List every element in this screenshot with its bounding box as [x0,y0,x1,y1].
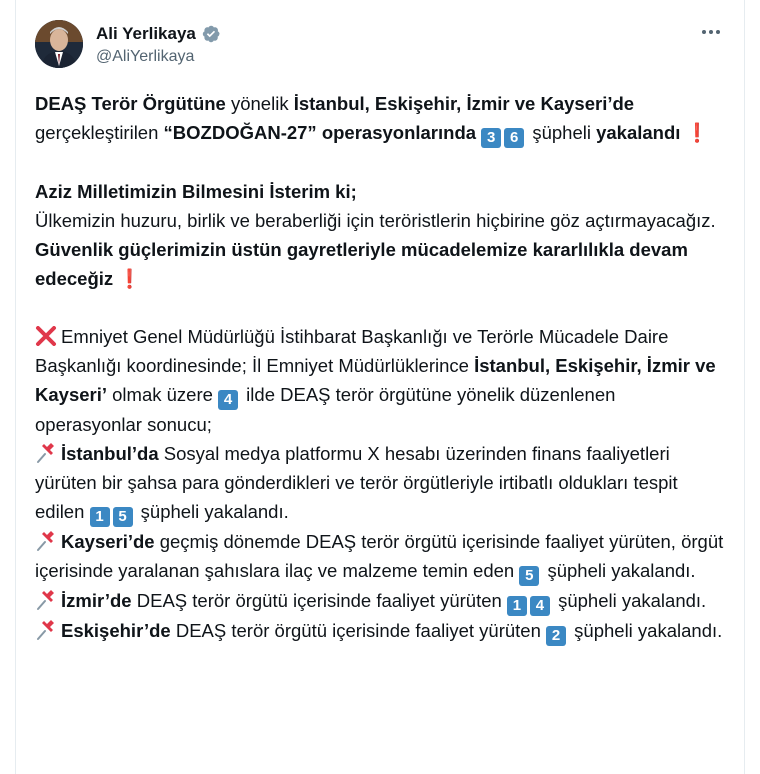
keycap-digit-icon: 2 [546,626,566,646]
red-exclamation-icon: ❗ [118,268,142,289]
paragraph-istanbul: İstanbul’da Sosyal medya platformu X hesabı üzerinden finans faaliyetleri yürüten bir şahsa para gönderdikleri ve terör örgütleriyle irtibatlı oldukları tespit edilen 1 5 şüpheli yakalandı. [35,443,678,525]
pushpin-icon [35,589,59,611]
keycap-digit-icon: 5 [519,566,539,586]
keycap-digit-icon: 6 [504,128,524,148]
tweet-card [15,0,745,774]
keycap-digit-icon: 5 [113,507,133,527]
paragraph-kayseri: Kayseri’de geçmiş dönemde DEAŞ terör örgütü içerisinde faaliyet yürüten, örgüt içerisinde yaralanan şahıslara ilaç ve malzeme temin eden 5 şüpheli yakalandı. [35,531,724,584]
paragraph-operations: Emniyet Genel Müdürlüğü İstihbarat Başkanlığı ve Terörle Mücadele Daire Başkanlığı koordinesinde; İl Emniyet Müdürlüklerince İstanbul, Eskişehir, İzmir ve Kayseri’ olmak üzere 4 ilde DEAŞ terör örgütüne yönelik düzenlenen operasyonlar sonucu; [35,326,716,435]
keycap-digit-icon: 4 [530,596,550,616]
red-exclamation-icon: ❗ [685,122,709,143]
pushpin-icon [35,530,59,552]
paragraph-izmir: İzmir’de DEAŞ terör örgütü içerisinde faaliyet yürüten 1 4 şüpheli yakalandı. [35,586,725,616]
keycap-digit-icon: 3 [481,128,501,148]
paragraph-eskisehir: Eskişehir’de DEAŞ terör örgütü içerisinde faaliyet yürüten 2 şüpheli yakalandı. [35,616,725,646]
pushpin-icon [35,442,59,464]
pushpin-icon [35,619,59,641]
paragraph-headline: DEAŞ Terör Örgütüne yönelik İstanbul, Eskişehir, İzmir ve Kayseri’de gerçekleştirilen “BOZDOĞAN-27” operasyonlarında 3 6 şüpheli yakalandı ❗ [35,93,709,146]
author-name[interactable]: Ali Yerlikaya [96,24,196,43]
author-handle[interactable]: @AliYerlikaya [96,48,195,65]
more-options-icon[interactable] [702,28,722,36]
cross-mark-icon [35,325,57,345]
keycap-digit-icon: 4 [218,390,238,410]
verified-badge-icon [201,24,221,44]
keycap-digit-icon: 1 [507,596,527,616]
avatar[interactable] [35,20,83,68]
tweet-text [35,89,725,646]
paragraph-statement: Aziz Milletimizin Bilmesini İsterim ki; Ülkemizin huzuru, birlik ve beraberliği için teröristlerin hiçbirine göz açtırmayacağız. Güvenlik güçlerimizin üstün gayretleriyle mücadelemize kararlılıkla devam edeceğiz ❗ [35,177,725,293]
keycap-digit-icon: 1 [90,507,110,527]
